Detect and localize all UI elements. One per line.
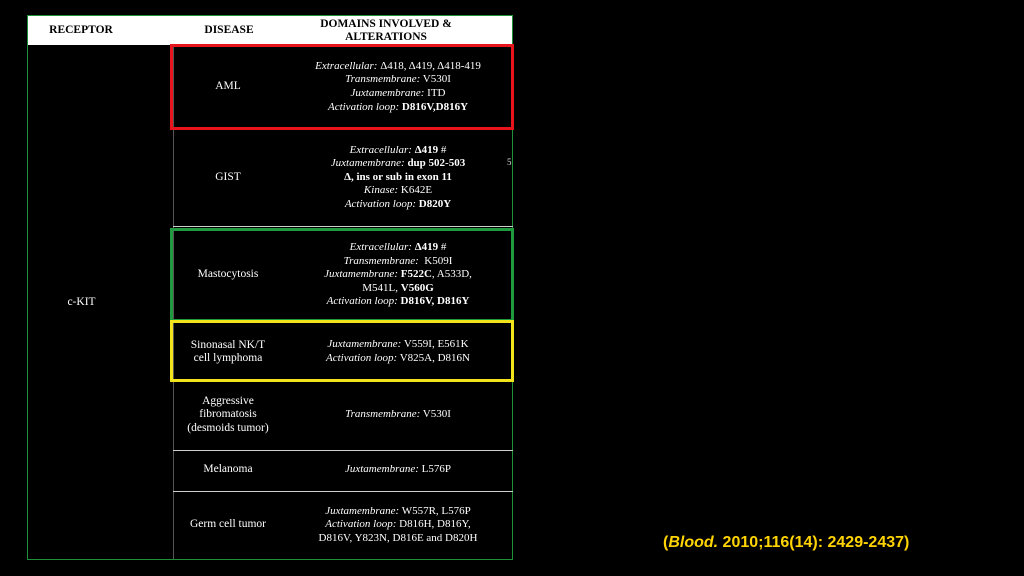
disease-cell: GIST	[215, 170, 241, 183]
citation-journal: Blood.	[668, 534, 719, 551]
domain-text: Extracellular:	[349, 143, 412, 156]
domain-line	[345, 463, 451, 477]
domain-text: Transmembrane:	[345, 408, 421, 421]
domain-text: W557R, L576P	[399, 504, 471, 517]
domain-text: Juxtamembrane:	[330, 157, 405, 170]
domain-text: V530I	[420, 73, 451, 86]
row-separator	[173, 450, 513, 451]
header-receptor: RECEPTOR	[49, 24, 113, 36]
domain-line	[345, 198, 451, 212]
aml-highlight-box	[170, 44, 514, 130]
receptor-cell: c-KIT	[67, 296, 96, 308]
domain-text: Juxtamembrane:	[327, 338, 402, 351]
citation: (Blood. 2010;116(14): 2429-2437)	[663, 534, 910, 551]
table-header	[28, 16, 512, 45]
header-disease: DISEASE	[204, 24, 254, 36]
domain-text: D816V, Y823N, D816E and D820H	[318, 531, 478, 544]
domain-line	[350, 144, 447, 158]
domain-text: Extracellular:	[349, 241, 412, 254]
side-note: 5	[507, 157, 512, 167]
domain-text: Δ418, Δ419, Δ418-419	[377, 59, 481, 72]
domain-text: Juxtamembrane:	[325, 504, 400, 517]
mastocytosis-highlight-box	[170, 228, 514, 322]
domain-text: D816H, D816Y,	[396, 518, 471, 531]
domain-text: K509I	[418, 254, 453, 267]
domain-text: Transmembrane:	[343, 254, 419, 267]
disease-cell: Aggressive fibromatosis (desmoids tumor)	[187, 394, 269, 434]
disease-cell: Germ cell tumor	[189, 518, 266, 531]
domain-text: Transmembrane:	[345, 73, 421, 86]
domain-text: L576P	[418, 463, 451, 476]
table-row	[173, 130, 513, 225]
domain-line	[364, 184, 432, 198]
domain-text: Δ419	[411, 241, 439, 254]
domain-text: Activation loop:	[325, 352, 398, 364]
domain-text: Juxtamembrane:	[350, 87, 425, 99]
domain-line	[344, 171, 452, 185]
sinonasal-highlight-box	[170, 320, 514, 382]
domain-text: V560G	[400, 281, 434, 294]
disease-cell: AML	[215, 80, 241, 93]
domain-text: Activation loop:	[326, 295, 398, 308]
domain-text: F522C	[397, 268, 432, 281]
domain-line	[325, 505, 471, 519]
disease-cell: Mastocytosis	[197, 268, 259, 281]
domain-text: M541L,	[362, 281, 401, 294]
domain-text: Juxtamembrane:	[324, 268, 398, 281]
header-domains: DOMAINS INVOLVED & ALTERATIONS	[320, 17, 452, 43]
domain-text: Kinase:	[363, 184, 399, 197]
domain-text: Activation loop:	[344, 197, 417, 210]
domain-text: Extracellular:	[315, 59, 378, 72]
domain-text: D816V,D816Y	[399, 100, 469, 113]
table-row	[173, 384, 513, 446]
row-separator	[173, 226, 513, 227]
domain-text: V825A, D816N	[397, 352, 470, 364]
domain-text: Activation loop:	[325, 518, 397, 531]
domain-line	[345, 408, 451, 422]
domain-text: Activation loop:	[327, 100, 400, 113]
domains-cell	[283, 450, 513, 490]
domain-line	[325, 518, 471, 532]
domain-text: Δ419	[411, 143, 439, 156]
domain-text: ITD	[424, 87, 446, 99]
row-separator	[173, 491, 513, 492]
domain-line	[331, 157, 465, 171]
domain-text: dup 502-503	[404, 157, 466, 170]
disease-cell: Sinonasal NK/T cell lymphoma	[190, 338, 266, 364]
domain-text: D816V, D816Y	[397, 295, 470, 308]
table-row	[173, 492, 513, 558]
domain-text: K642E	[398, 184, 433, 197]
domain-text: #	[438, 241, 447, 254]
domains-cell	[283, 492, 513, 558]
domain-text: V559I, E561K	[401, 338, 469, 351]
domain-text: Juxtamembrane:	[344, 463, 419, 476]
domain-text: D820Y	[416, 197, 452, 210]
table-row	[173, 450, 513, 490]
domain-text: #	[438, 143, 447, 156]
citation-ref: 2010;116(14): 2429-2437)	[718, 534, 910, 551]
domains-cell	[283, 130, 513, 225]
domain-text: V530I	[420, 408, 451, 421]
domain-text: , A533D,	[431, 268, 472, 281]
domain-line	[319, 532, 478, 546]
domains-cell	[283, 384, 513, 446]
disease-cell: Melanoma	[203, 463, 253, 476]
domain-text: Δ, ins or sub in exon 11	[344, 170, 452, 183]
